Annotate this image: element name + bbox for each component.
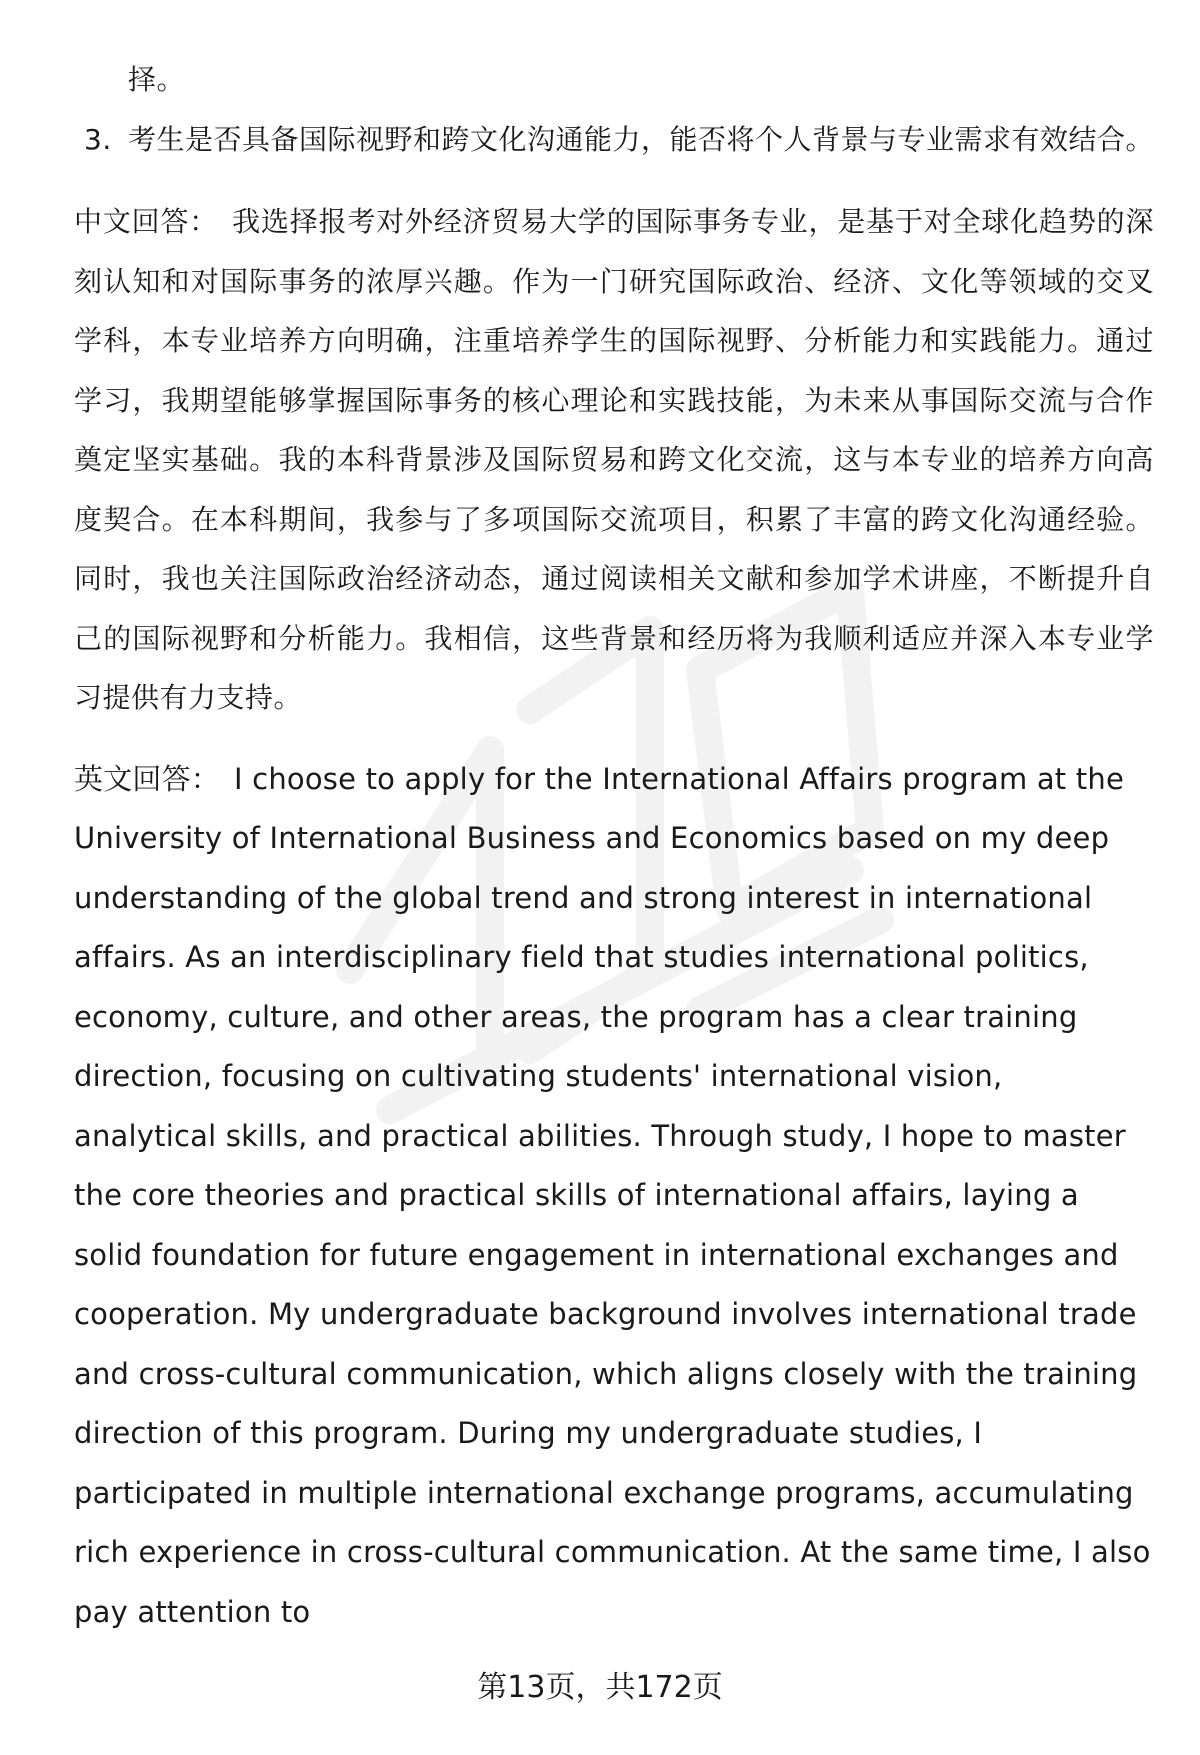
- chinese-answer-label: 中文回答：: [74, 205, 219, 238]
- document-body: [74, 50, 1154, 1642]
- english-answer-label: 英文回答：: [74, 761, 221, 796]
- list-item: [74, 110, 1154, 170]
- page-number-footer: 第13页，共172页: [477, 1670, 723, 1705]
- chinese-answer-text: 我选择报考对外经济贸易大学的国际事务专业，是基于对全球化趋势的深刻认知和对国际事务的浓厚兴趣。作为一门研究国际政治、经济、文化等领域的交叉学科，本专业培养方向明确，注重培养学生的国际视野、分析能力和实践能力。通过学习，我期望能够掌握国际事务的核心理论和实践技能，为未来从事国际交流与合作奠定坚实基础。我的本科背景涉及国际贸易和跨文化交流，这与本专业的培养方向高度契合。在本科期间，我参与了多项国际交流项目，积累了丰富的跨文化沟通经验。同时，我也关注国际政治经济动态，通过阅读相关文献和参加学术讲座，不断提升自己的国际视野和分析能力。我相信，这些背景和经历将为我顺利适应并深入本专业学习提供有力支持。: [74, 205, 1154, 714]
- english-answer-text: I choose to apply for the International Affairs program at the University of International Business and Economics based on my deep understanding of the global trend and strong interest in international affairs. As an interdisciplinary field that studies international politics, economy, culture, and other areas, the program has a clear training direction, focusing on cultivating students' international vision, analytical skills, and practical abilities. Through study, I hope to master the core theories and practical skills of international affairs, laying a solid foundation for future engagement in international exchanges and cooperation. My undergraduate background involves international trade and cross-cultural communication, which aligns closely with the training direction of this program. During my undergraduate studies, I participated in multiple international exchange programs, accumulating rich experience in cross-cultural communication. At the same time, I also pay attention to: [74, 761, 1151, 1629]
- chinese-answer-paragraph: [74, 192, 1154, 728]
- list-item-number: 3.: [84, 123, 112, 156]
- list-item-text: 考生是否具备国际视野和跨文化沟通能力，能否将个人背景与专业需求有效结合。: [128, 123, 1155, 156]
- list-item-continuation: 择。: [128, 63, 186, 96]
- english-answer-paragraph: [74, 750, 1154, 1643]
